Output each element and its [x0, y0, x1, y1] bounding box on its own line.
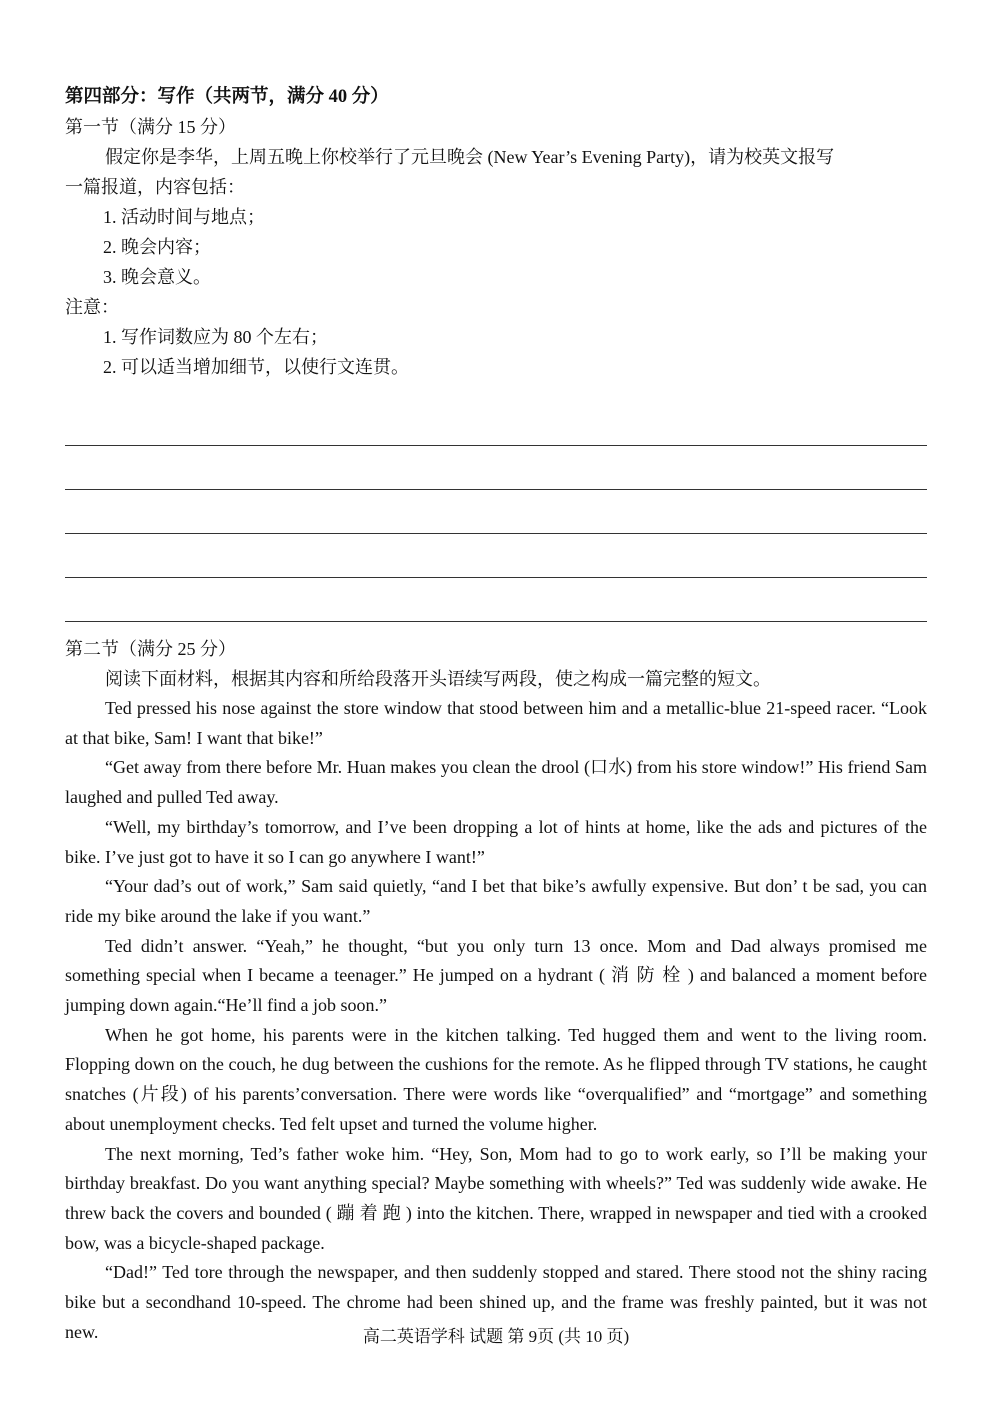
content-item: 3. 晚会意义。 [103, 267, 211, 287]
exam-page [65, 82, 927, 1347]
answer-lines [65, 402, 927, 622]
content-item: 2. 晚会内容； [103, 237, 211, 257]
story-paragraph: “Get away from there before Mr. Huan makes you clean the drool (口水) from his store window!” His friend Sam laughed and pulled Ted away. [65, 757, 927, 808]
answer-line[interactable] [65, 446, 927, 490]
story-paragraph: Ted didn’t answer. “Yeah,” he thought, “but you only turn 13 once. Mom and Dad always promised me something special when I became a teenager.” He jumped on a hydrant ( 消 防 栓 ) and balanced a moment before jumping down again.“He’ll find a job soon.” [65, 935, 927, 1016]
page-footer: 高二英语学科 试题 第 9页 (共 10 页) [362, 1327, 630, 1346]
part1-heading: 第一节（满分 15 分） [65, 117, 236, 137]
note-item: 1. 写作词数应为 80 个左右； [103, 327, 328, 347]
story-paragraph: “Your dad’s out of work,” Sam said quietly, “and I bet that bike’s awfully expensive. But don’ t be sad, you can ride my bike around the lake if you want.” [65, 876, 927, 926]
answer-line[interactable] [65, 534, 927, 578]
story-paragraph: Ted pressed his nose against the store window that stood between him and a metallic-blue 21-speed racer. “Look at that bike, Sam! I want that bike!” [65, 698, 927, 748]
part1-prompt-line2: 一篇报道，内容包括： [65, 177, 245, 197]
part2 [65, 634, 927, 1347]
content-item: 1. 活动时间与地点； [103, 207, 265, 227]
part1-prompt-line1: 假定你是李华，上周五晚上你校举行了元旦晚会 (New Year’s Evening Party)，请为校英文报写 [105, 147, 835, 167]
notes-label: 注意： [65, 297, 119, 317]
part2-instruction: 阅读下面材料，根据其内容和所给段落开头语续写两段，使之构成一篇完整的短文。 [105, 669, 771, 689]
section-title: 第四部分：写作（共两节，满分 40 分） [65, 87, 389, 107]
answer-line[interactable] [65, 402, 927, 446]
story-paragraph: The next morning, Ted’s father woke him. “Hey, Son, Mom had to go to work early, so I’ll be making your birthday breakfast. Do you want anything special? Maybe something with wheels?” Ted was suddenly wide awake. He threw back the covers and bounded ( 蹦 着 跑 ) into the kitchen. There, wrapped in newspaper and tied with a crooked bow, was a bicycle-shaped package. [65, 1143, 927, 1253]
answer-line[interactable] [65, 490, 927, 534]
story-paragraph: When he got home, his parents were in the kitchen talking. Ted hugged them and went to the living room. Flopping down on the couch, he dug between the cushions for the remote. As he flipped through TV stations, he caught snatches (片段) of his parents’conversation. There were words like “overqualified” and “mortgage” and something about unemployment checks. Ted felt upset and turned the volume higher. [65, 1024, 927, 1134]
part2-heading: 第二节（满分 25 分） [65, 639, 236, 659]
answer-line[interactable] [65, 578, 927, 622]
note-item: 2. 可以适当增加细节，以使行文连贯。 [103, 357, 409, 377]
story-paragraph: “Well, my birthday’s tomorrow, and I’ve been dropping a lot of hints at home, like the ads and pictures of the bike. I’ve just got to have it so I can go anywhere I want!” [65, 816, 927, 867]
story-paragraph: “Dad!” Ted tore through the newspaper, and then suddenly stopped and stared. There stood not the shiny racing bike but a secondhand 10-speed. The chrome had been shined up, and the frame was freshly painted, but it was not new. [65, 1262, 927, 1342]
